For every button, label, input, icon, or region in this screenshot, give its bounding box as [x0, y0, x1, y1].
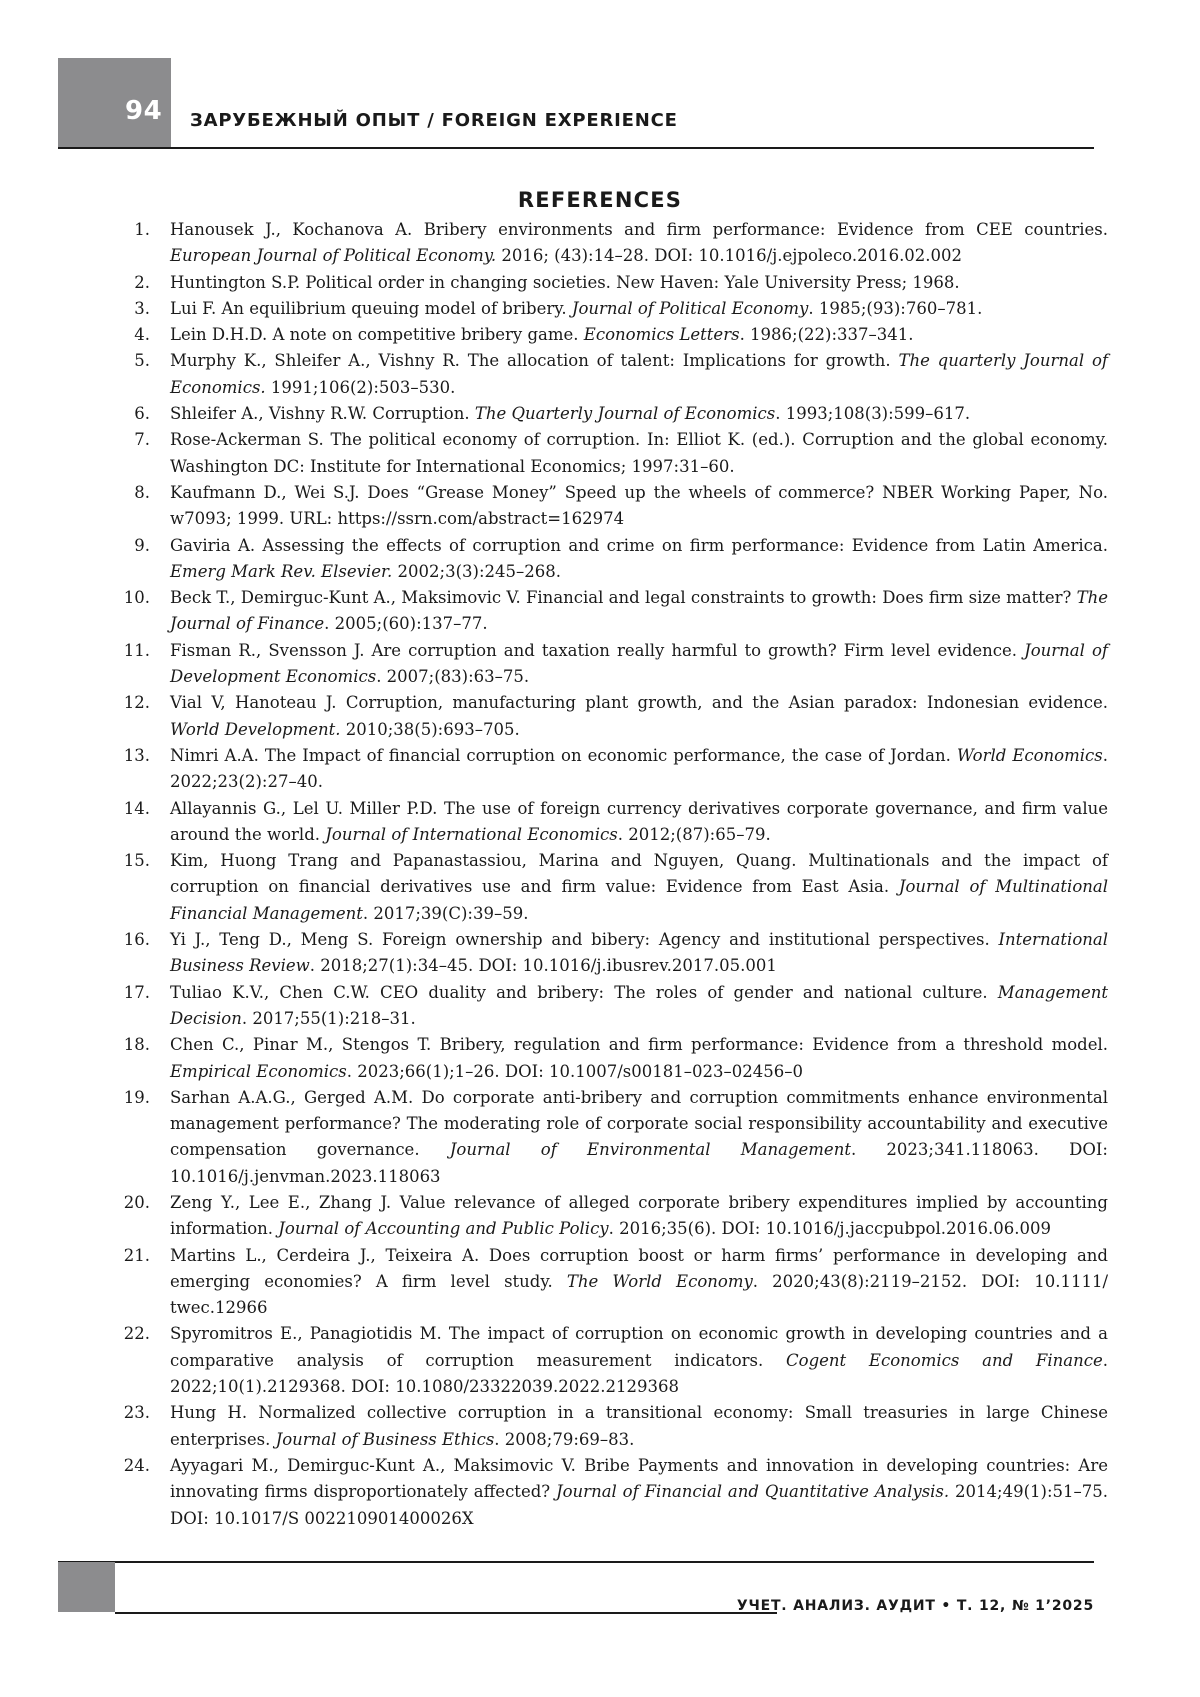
reference-number: 7.: [134, 430, 150, 450]
reference-body: Allayannis G., Lel U. Miller P.D. The use of foreign currency derivatives corporate governance, and firm value around the world.: [170, 798, 1108, 844]
reference-number: 23.: [123, 1403, 150, 1423]
reference-text: [170, 690, 1108, 743]
reference-citation: . 2018;27(1):34–45. DOI: 10.1016/j.ibusrev.2017.05.001: [309, 956, 777, 976]
reference-number: 10.: [123, 588, 150, 608]
reference-body: Hung H. Normalized collective corruption in a transitional economy: Small treasuries in large Chinese enterprises.: [170, 1403, 1108, 1449]
reference-item: [0, 1243, 1200, 1322]
reference-item: [0, 690, 1200, 743]
reference-body: Gaviria A. Assessing the effects of corruption and crime on firm performance: Evidence from Latin America.: [170, 535, 1108, 555]
reference-text: [170, 322, 1108, 348]
reference-citation: . 1985;(93):760–781.: [808, 298, 983, 318]
reference-citation: . 2008;79:69–83.: [494, 1429, 635, 1449]
reference-item: [0, 743, 1200, 796]
reference-citation: . 1993;108(3):599–617.: [775, 404, 971, 424]
reference-number: 3.: [134, 298, 150, 318]
reference-body: Yi J., Teng D., Meng S. Foreign ownership and bibery: Agency and institutional perspectives.: [170, 930, 999, 950]
reference-text: [170, 743, 1108, 796]
reference-citation: 1991;106(2):503–530.: [265, 377, 456, 397]
reference-number: 8.: [134, 482, 150, 502]
reference-number: 22.: [123, 1324, 150, 1344]
reference-body: Nimri A.A. The Impact of financial corruption on economic performance, the case of Jordan.: [170, 745, 957, 765]
reference-number: 20.: [123, 1192, 150, 1212]
reference-body: Sarhan A.A.G., Gerged A.M. Do corporate anti-bribery and corruption commitments enhance environmental management performance? The moderating role of corporate social responsibility accountability and executive compensation governance.: [170, 1087, 1108, 1160]
reference-text: [170, 401, 1108, 427]
reference-text: [170, 348, 1108, 401]
reference-item: [0, 401, 1200, 427]
reference-number: 14.: [123, 798, 150, 818]
reference-journal: European Journal of Political Economy.: [170, 246, 497, 266]
reference-citation: 2010;38(5):693–705.: [340, 719, 520, 739]
reference-journal: The quarterly Journal of Economics.: [170, 351, 1108, 397]
footer-divider: [58, 1561, 1094, 1563]
reference-number: 16.: [123, 930, 150, 950]
reference-text: [170, 1032, 1108, 1085]
reference-journal: World Economics: [956, 745, 1103, 765]
reference-item: [0, 1032, 1200, 1085]
reference-journal: Cogent Economics and Finance: [786, 1350, 1103, 1370]
reference-item: [0, 1190, 1200, 1243]
reference-text: [170, 1243, 1108, 1322]
footer-box: [58, 1562, 115, 1612]
reference-item: [0, 927, 1200, 980]
reference-text: [170, 585, 1108, 638]
reference-number: 18.: [123, 1035, 150, 1055]
reference-citation: 2002;3(3):245–268.: [392, 561, 562, 581]
reference-number: 21.: [123, 1245, 150, 1265]
reference-body: Zeng Y., Lee E., Zhang J. Value relevance of alleged corporate bribery expenditures implied by accounting information.: [170, 1192, 1108, 1239]
reference-number: 11.: [123, 640, 150, 660]
reference-text: [170, 980, 1108, 1033]
reference-citation: . 2023;341.118063. DOI: 10.1016/j.jenvman.2023.118063: [170, 1140, 1108, 1186]
reference-journal: Journal of Development Economics: [170, 640, 1109, 687]
reference-citation: . 1986;(22):337–341.: [739, 325, 914, 345]
reference-body: Shleifer A., Vishny R.W. Corruption.: [170, 404, 475, 424]
reference-body: Spyromitros E., Panagiotidis M. The impact of corruption on economic growth in developing countries and a comparative analysis of corruption measurement indicators.: [170, 1324, 1108, 1370]
reference-body: Vial V, Hanoteau J. Corruption, manufacturing plant growth, and the Asian paradox: Indonesian evidence.: [170, 693, 1108, 713]
reference-number: 5.: [134, 351, 150, 371]
reference-text: [170, 1190, 1108, 1243]
reference-number: 9.: [134, 535, 150, 555]
reference-text: [170, 270, 1108, 296]
reference-body: Rose-Ackerman S. The political economy of corruption. In: Elliot K. (ed.). Corruption and the global economy. Washington DC: Institute for International Economics; 1997:31–60.: [170, 430, 1108, 476]
reference-item: [0, 848, 1200, 927]
reference-journal: Journal of Multinational Financial Management: [170, 877, 1108, 923]
reference-number: 4.: [134, 325, 150, 345]
reference-text: [170, 1453, 1108, 1532]
reference-item: [0, 322, 1200, 348]
reference-number: 6.: [134, 404, 150, 424]
reference-journal: Economics Letters: [583, 325, 740, 345]
references-list: [0, 217, 1200, 1532]
reference-item: [0, 1453, 1200, 1532]
reference-item: [0, 296, 1200, 322]
references-heading: REFERENCES: [517, 188, 683, 212]
reference-citation: . 2020;43(8):2119–2152. DOI: 10.1111/ twec.12966: [170, 1271, 1109, 1318]
reference-item: [0, 480, 1200, 533]
reference-journal: The World Economy: [566, 1271, 753, 1291]
reference-item: [0, 1085, 1200, 1190]
reference-number: 17.: [123, 982, 150, 1002]
reference-journal: International Business Review: [170, 930, 1108, 976]
reference-text: [170, 796, 1108, 849]
reference-item: [0, 585, 1200, 638]
reference-journal: World Development.: [170, 719, 341, 739]
reference-body: Tuliao K.V., Chen C.W. CEO duality and bribery: The roles of gender and national culture.: [170, 982, 998, 1002]
reference-text: [170, 638, 1108, 691]
reference-journal: Journal of Environmental Management: [449, 1140, 851, 1160]
reference-journal: The Journal of Finance: [170, 588, 1108, 634]
reference-journal: Journal of Financial and Quantitative Analysis.: [556, 1482, 950, 1502]
reference-citation: . 2017;39(C):39–59.: [362, 903, 529, 923]
reference-body: Fisman R., Svensson J. Are corruption and taxation really harmful to growth? Firm level evidence.: [170, 640, 1025, 660]
reference-number: 19.: [123, 1087, 150, 1107]
reference-text: [170, 848, 1108, 927]
reference-item: [0, 1400, 1200, 1453]
reference-body: Hanousek J., Kochanova A. Bribery environments and firm performance: Evidence from CEE countries.: [170, 220, 1108, 239]
reference-body: Huntington S.P. Political order in changing societies. New Haven: Yale University Press; 1968.: [170, 272, 960, 292]
reference-citation: . 2007;(83):63–75.: [376, 667, 530, 687]
reference-text: [170, 927, 1108, 980]
reference-body: Ayyagari M., Demirguc-Kunt A., Maksimovic V. Bribe Payments and innovation in developing countries: Are innovating firms disproportionately affected?: [170, 1455, 1108, 1502]
reference-journal: Journal of Business Ethics: [275, 1429, 495, 1449]
section-title: ЗАРУБЕЖНЫЙ ОПЫТ / FOREIGN EXPERIENCE: [190, 110, 678, 131]
reference-item: [0, 796, 1200, 849]
footer-underline: [115, 1612, 777, 1614]
reference-journal: Empirical Economics: [170, 1061, 347, 1081]
reference-item: [0, 348, 1200, 401]
reference-number: 24.: [123, 1455, 150, 1475]
reference-number: 2.: [134, 272, 150, 292]
reference-citation: 2016; (43):14–28. DOI: 10.1016/j.ejpoleco.2016.02.002: [496, 246, 963, 266]
reference-citation: . 2016;35(6). DOI: 10.1016/j.jaccpubpol.2016.06.009: [608, 1219, 1051, 1239]
reference-text: [170, 1321, 1108, 1400]
reference-number: 1.: [134, 220, 150, 239]
page-number: 94: [125, 96, 163, 126]
reference-text: [170, 1400, 1108, 1453]
reference-citation: . 2023;66(1);1–26. DOI: 10.1007/s00181–023–02456–0: [346, 1061, 803, 1081]
reference-journal: Journal of Political Economy: [571, 298, 809, 318]
reference-item: [0, 533, 1200, 586]
reference-journal: Journal of Accounting and Public Policy: [278, 1219, 609, 1239]
reference-text: [170, 1085, 1108, 1190]
reference-item: [0, 638, 1200, 691]
header-divider: [58, 147, 1094, 149]
reference-journal: Journal of International Economics: [325, 824, 618, 844]
reference-body: Murphy K., Shleifer A., Vishny R. The allocation of talent: Implications for growth.: [170, 351, 899, 371]
reference-text: [170, 296, 1108, 322]
reference-citation: . 2022;10(1).2129368. DOI: 10.1080/23322039.2022.2129368: [170, 1350, 1108, 1397]
reference-citation: . 2005;(60):137–77.: [324, 614, 488, 634]
reference-item: [0, 270, 1200, 296]
reference-citation: . 2012;(87):65–79.: [617, 824, 771, 844]
reference-citation: . 2022;23(2):27–40.: [170, 745, 1108, 792]
reference-body: Beck T., Demirguc-Kunt A., Maksimovic V. Financial and legal constraints to growth: Does firm size matter?: [170, 588, 1077, 608]
reference-item: [0, 1321, 1200, 1400]
reference-citation: 2014;49(1):51–75. DOI: 10.1017/S 002210901400026X: [170, 1482, 1109, 1528]
reference-text: [170, 533, 1108, 586]
journal-info: УЧЕТ. АНАЛИЗ. АУДИТ • Т. 12, № 1’2025: [736, 1598, 1094, 1614]
reference-journal: Management Decision: [170, 982, 1108, 1028]
reference-number: 12.: [123, 693, 150, 713]
reference-body: Kaufmann D., Wei S.J. Does “Grease Money” Speed up the wheels of commerce? NBER Working Paper, No. w7093; 1999. URL: https://ssrn.com/abstract=162974: [170, 482, 1108, 529]
reference-journal: Emerg Mark Rev. Elsevier.: [170, 561, 393, 581]
reference-item: [0, 217, 1200, 270]
reference-body: Chen C., Pinar M., Stengos T. Bribery, regulation and firm performance: Evidence from a threshold model.: [170, 1035, 1108, 1055]
reference-number: 13.: [123, 745, 150, 765]
reference-body: Kim, Huong Trang and Papanastassiou, Marina and Nguyen, Quang. Multinationals and the impact of corruption on financial derivatives use and firm value: Evidence from East Asia.: [170, 851, 1108, 897]
reference-journal: The Quarterly Journal of Economics: [474, 404, 776, 424]
reference-body: Lui F. An equilibrium queuing model of bribery.: [170, 298, 572, 318]
reference-item: [0, 980, 1200, 1033]
reference-body: Lein D.H.D. A note on competitive bribery game.: [170, 325, 584, 345]
reference-text: [170, 480, 1108, 533]
reference-text: [170, 217, 1108, 270]
reference-body: Martins L., Cerdeira J., Teixeira A. Does corruption boost or harm firms’ performance in developing and emerging economies? A firm level study.: [170, 1245, 1108, 1291]
reference-text: [170, 427, 1108, 480]
reference-item: [0, 427, 1200, 480]
reference-number: 15.: [123, 851, 150, 871]
reference-citation: . 2017;55(1):218–31.: [241, 1008, 416, 1028]
